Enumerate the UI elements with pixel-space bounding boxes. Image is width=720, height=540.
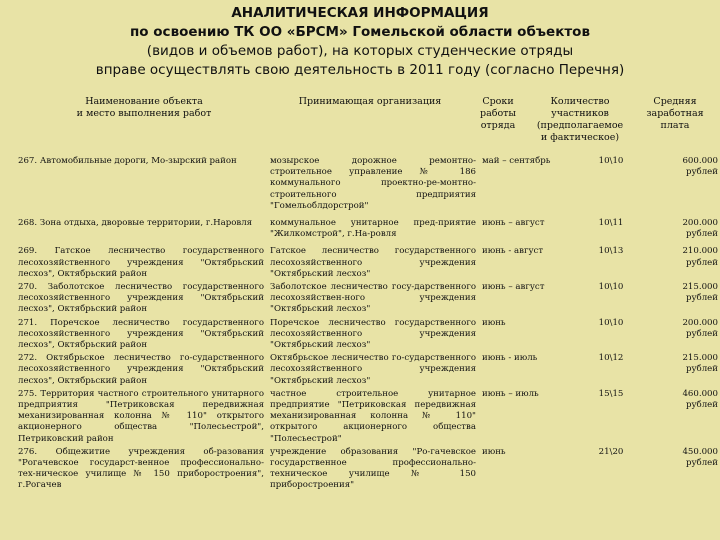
table-row [18,156,718,218]
cell-org: частное строительное унитарное предприятие "Петриковская передвижная механизированная колонна № 110" открытого акционерного общества "Полесьестрой" [270,388,476,444]
cell-org: мозырское дорожное ремонтно-строительное управление № 186 коммунального проектно-ре-монтно-строительного предприятия "Гомельоблдорстрой" [270,156,476,211]
cell-count: 10\11 [598,218,624,229]
cell-org: коммунальное унитарное пред-приятие "Жилкомстрой", г.На-ровля [270,218,476,240]
cell-org: Октябрьское лесничество го-сударственного лесохозяйственного учреждения "Октябрьский лесхоз" [270,353,476,386]
cell-count: 10\12 [598,353,624,364]
cell-salary: 215.000 рублей [682,282,718,304]
document-title [0,4,720,80]
cell-period: июнь [482,317,506,328]
cell-org: Гатское лесничество государственного лесохозяйственного учреждения "Октябрьский лесхоз" [270,246,476,279]
cell-object: 270. Заболотское лесничество государственного лесохозяйственного учреждения "Октябрьский лесхоз", Октябрьский район [18,282,264,315]
table-row [18,318,718,354]
column-header-object: Наименование объекта и место выполнения работ [76,96,212,119]
cell-period: июнь – август [482,282,545,293]
table-row [18,218,718,246]
cell-salary: 210.000 рублей [682,246,718,268]
cell-period: июнь – июль [482,388,539,399]
cell-object: 272. Октябрьское лесничество го-сударственного лесохозяйственного учреждения "Октябрьский лесхоз", Октябрьский район [18,353,264,386]
cell-object: 267. Автомобильные дороги, Мо-зырский район [18,156,237,166]
cell-salary: 600.000 рублей [682,156,718,178]
table-row [18,246,718,282]
column-header-period: Сроки работы отряда [479,96,516,131]
cell-salary: 200.000 рублей [682,218,718,240]
cell-count: 21\20 [598,446,624,457]
cell-period: май – сентябрь [482,156,551,166]
table-row [18,353,718,389]
column-header-salary: Средняя заработная плата [646,96,704,131]
table-row [18,447,718,494]
cell-org: учреждение образования "Ро-гачевское государственное профессионально-техническое училище № 150 приборостроения" [270,446,476,491]
cell-object: 271. Поречское лесничество государственного лесохозяйственного учреждения "Октябрьский лесхоз", Октябрьский район [18,317,264,351]
cell-salary: 460.000 рублей [682,388,718,411]
cell-count: 10\13 [598,246,624,257]
cell-period: июнь - август [482,246,544,257]
cell-object: 268. Зона отдыха, дворовые территории, г.Наровля [18,218,253,229]
column-header-count: Количество участников (предполагаемое и фактическое) [536,96,624,143]
cell-count: 10\10 [598,317,624,328]
cell-salary: 215.000 рублей [682,353,718,375]
table-row [18,389,718,447]
cell-org: Поречское лесничество государственного лесохозяйственного учреждения "Октябрьский лесхоз" [270,317,476,351]
cell-count: 10\10 [598,282,624,293]
table-row [18,282,718,318]
title-line-1: АНАЛИТИЧЕСКАЯ ИНФОРМАЦИЯ [231,5,489,21]
cell-org: Заболотское лесничество госу-дарственного лесохозяйствен-ного учреждения "Октябрьский лесхоз" [270,282,476,315]
cell-object: 269. Гатское лесничество государственного лесохозяйственного учреждения "Октябрьский лесхоз", Октябрьский район [18,246,264,279]
cell-count: 15\15 [598,388,624,399]
objects-table [18,156,718,494]
cell-count: 10\10 [598,156,624,166]
cell-period: июнь – август [482,218,545,229]
cell-period: июнь - июль [482,353,538,364]
column-header-org: Принимающая организация [298,96,442,107]
cell-object: 275. Территория частного строительного унитарного предприятия "Петриковская передвижная механизированная колонна № 110" открытого акционерного общества "Полесьестрой", Петриковский район [18,388,264,444]
title-line-2: по освоению ТК ОО «БРСМ» Гомельской области объектов [129,24,590,40]
title-line-4: вправе осуществлять свою деятельность в 2011 году (согласно Перечня) [95,62,625,78]
cell-salary: 450.000 рублей [682,446,718,469]
title-line-3: (видов и объемов работ), на которых студенческие отряды [146,43,574,59]
cell-salary: 200.000 рублей [682,317,718,339]
cell-object: 276. Общежитие учреждения об-разования "Рогачевское государст-венное профессионально-тех-ническое училище № 150 приборостроения", г.Рогачев [18,446,264,491]
cell-period: июнь [482,446,506,457]
